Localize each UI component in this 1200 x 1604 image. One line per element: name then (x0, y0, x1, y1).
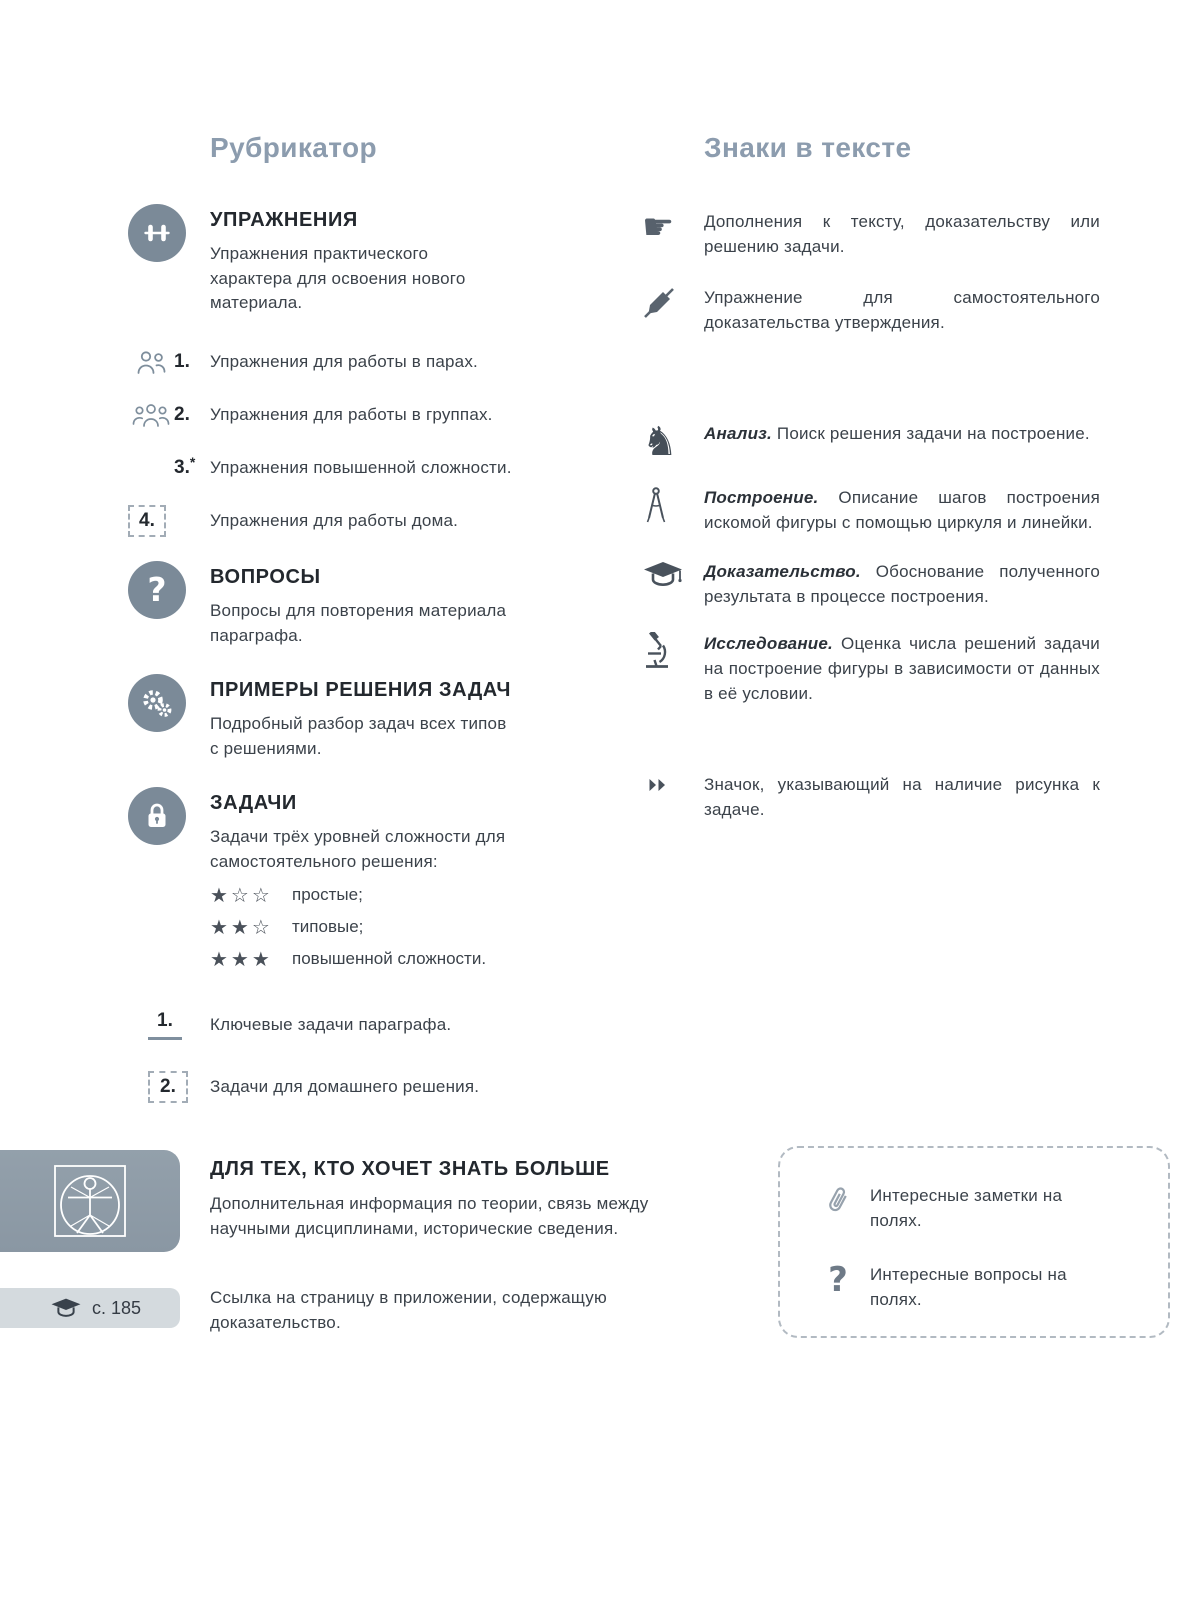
people-group-icon (128, 402, 174, 428)
question-mark-icon: ? (828, 1260, 848, 1301)
difficulty-level-1 (210, 883, 510, 907)
sign-body: Поиск решения задачи на построение. (776, 423, 1090, 443)
double-chevron-icon (648, 778, 668, 792)
sign-lead: Анализ. (704, 423, 772, 443)
page-ref-cap-icon (50, 1297, 82, 1320)
exercise-item-home (128, 501, 610, 541)
people-pair-icon (128, 349, 174, 375)
item-gutter (128, 402, 210, 428)
vitruvian-man-icon (48, 1159, 132, 1243)
sign-lead: Исследование. (704, 633, 833, 653)
signs-header: Знаки в тексте (704, 132, 912, 163)
page-ref-tab (0, 1288, 180, 1328)
item-text: Упражнения повышенной сложности. (210, 457, 512, 477)
item-text: Упражнения для работы в парах. (210, 351, 478, 371)
level-label: повышенной сложности. (292, 948, 487, 968)
key-task-1 (128, 1005, 610, 1045)
compass-icon (642, 486, 670, 524)
sign-text (704, 422, 1100, 462)
sign-text (704, 632, 1100, 707)
microscope-icon (642, 632, 672, 670)
stars-three-filled: ★★★ (210, 946, 273, 971)
sign-text: Значок, указывающий на наличие рисунка к задаче. (704, 774, 1100, 819)
gears-icon (139, 685, 175, 721)
difficulty-level-2 (210, 915, 510, 939)
questions-title: ВОПРОСЫ (210, 565, 321, 588)
tasks-content (210, 787, 510, 970)
key-task-2 (128, 1067, 610, 1107)
sign-body: Обоснование полученного результата в процессе построения. (704, 561, 1100, 606)
sign-icon-cell (642, 418, 704, 465)
examples-title: ПРИМЕРЫ РЕШЕНИЯ ЗАДАЧ (210, 679, 511, 702)
questions-circle (128, 561, 186, 619)
exercises-circle (128, 204, 186, 262)
questions-content (210, 561, 510, 648)
margin-icon-cell (806, 1184, 870, 1220)
questions-description: Вопросы для повторения материала параграфа. (210, 600, 507, 645)
exercise-item-pairs (128, 342, 610, 382)
sign-lead: Доказательство. (704, 561, 861, 581)
sign-icon-cell (642, 560, 704, 610)
examples-content (210, 674, 511, 761)
exercises-title: УПРАЖНЕНИЯ (210, 209, 358, 231)
sign-icon-cell (642, 286, 704, 336)
sign-row-analysis (642, 418, 1114, 465)
item-gutter (128, 349, 210, 375)
dumbbell-icon (141, 217, 173, 249)
margin-notes-text: Интересные заметки на полях. (870, 1186, 1063, 1230)
examples-circle (128, 674, 186, 732)
sign-row-additions (642, 207, 1114, 260)
exercises-icon-cell (128, 204, 210, 316)
key-text: Задачи для домашнего решения. (210, 1076, 480, 1096)
tasks-section (128, 787, 610, 970)
stars-one-filled: ★☆☆ (210, 882, 273, 907)
margin-questions-text: Интересные вопросы на полях. (870, 1265, 1067, 1309)
sign-body: Описание шагов построения искомой фигуры с помощью циркуля и линейки. (704, 487, 1100, 532)
lock-icon (142, 800, 172, 832)
key-gutter (128, 1010, 210, 1040)
paperclip-icon (823, 1184, 853, 1220)
more-info-box (0, 1150, 180, 1252)
key-tasks (128, 1005, 610, 1107)
examples-description: Подробный разбор задач всех типов с решениями. (210, 714, 507, 758)
sign-text (704, 560, 1100, 610)
key-gutter (128, 1071, 210, 1103)
more-description: Дополнительная информация по теории, связь между научными дисциплинами, исторические сведения. (210, 1194, 649, 1238)
sign-row-construction (642, 486, 1114, 536)
item-text: Упражнения для работы в группах. (210, 404, 493, 424)
rubricator-column (128, 132, 610, 1129)
item-number: 2. (174, 403, 190, 425)
exercise-item-groups (128, 395, 610, 435)
more-title: ДЛЯ ТЕХ, КТО ХОЧЕТ ЗНАТЬ БОЛЬШЕ (210, 1158, 610, 1180)
margin-notes-box (778, 1146, 1170, 1338)
item-gutter (128, 453, 210, 479)
exercise-item-advanced (128, 448, 610, 488)
sign-icon-cell (642, 486, 704, 536)
examples-section (128, 674, 610, 761)
sign-lead: Построение. (704, 487, 819, 507)
tasks-icon-cell (128, 787, 210, 970)
sign-row-selfproof (642, 286, 1114, 336)
questions-icon-cell (128, 561, 210, 648)
exercises-content (210, 204, 510, 316)
stars-two-filled: ★★☆ (210, 914, 273, 939)
sign-text: Дополнения к тексту, доказательству или решению задачи. (704, 212, 1100, 256)
sign-row-figure (642, 773, 1114, 823)
item-text: Упражнения для работы дома. (210, 510, 459, 530)
pointing-hand-icon: ☛ (642, 207, 675, 248)
question-icon: ? (147, 570, 167, 610)
signs-column (642, 132, 1114, 823)
difficulty-level-3 (210, 947, 510, 971)
sign-icon-cell (642, 207, 704, 260)
examples-icon-cell (128, 674, 210, 761)
item-gutter (128, 505, 210, 537)
item-number: 3. (174, 456, 190, 478)
page-ref-text: Ссылка на страницу в приложении, содержащую доказательство. (210, 1288, 607, 1332)
sign-text: Упражнение для самостоятельного доказательства утверждения. (704, 287, 1100, 332)
item-number: 1. (174, 350, 190, 372)
margin-icon-cell (806, 1260, 870, 1301)
margin-notes-row (806, 1184, 1140, 1233)
graduation-cap-icon (642, 560, 684, 590)
page-ref-label: с. 185 (92, 1297, 142, 1318)
sign-row-research (642, 632, 1114, 707)
rubricator-header: Рубрикатор (210, 132, 377, 163)
tasks-title: ЗАДАЧИ (210, 792, 297, 815)
sign-icon-cell (642, 773, 704, 823)
questions-section (128, 561, 610, 648)
key-number-underlined: 1. (148, 1010, 182, 1040)
key-text: Ключевые задачи параграфа. (210, 1014, 452, 1034)
level-label: типовые; (292, 916, 364, 936)
sign-text (704, 486, 1100, 536)
level-label: простые; (292, 884, 363, 904)
chess-knight-icon: ♞ (642, 418, 678, 465)
pen-strike-icon (642, 286, 676, 320)
key-number-boxed: 2. (148, 1071, 188, 1103)
margin-questions-row (806, 1260, 1140, 1312)
difficulty-star-mark: * (189, 453, 196, 470)
sign-icon-cell (642, 632, 704, 707)
exercises-section (128, 204, 610, 316)
tasks-circle (128, 787, 186, 845)
dashed-number-box: 4. (128, 505, 166, 537)
exercises-description: Упражнения практического характера для освоения нового материала. (210, 244, 466, 313)
tasks-description: Задачи трёх уровней сложности для самостоятельного решения: (210, 827, 506, 872)
sign-row-proof (642, 560, 1114, 610)
sign-body: Оценка числа решений задачи на построение фигуры в зависимости от данных в её условии. (704, 633, 1100, 703)
